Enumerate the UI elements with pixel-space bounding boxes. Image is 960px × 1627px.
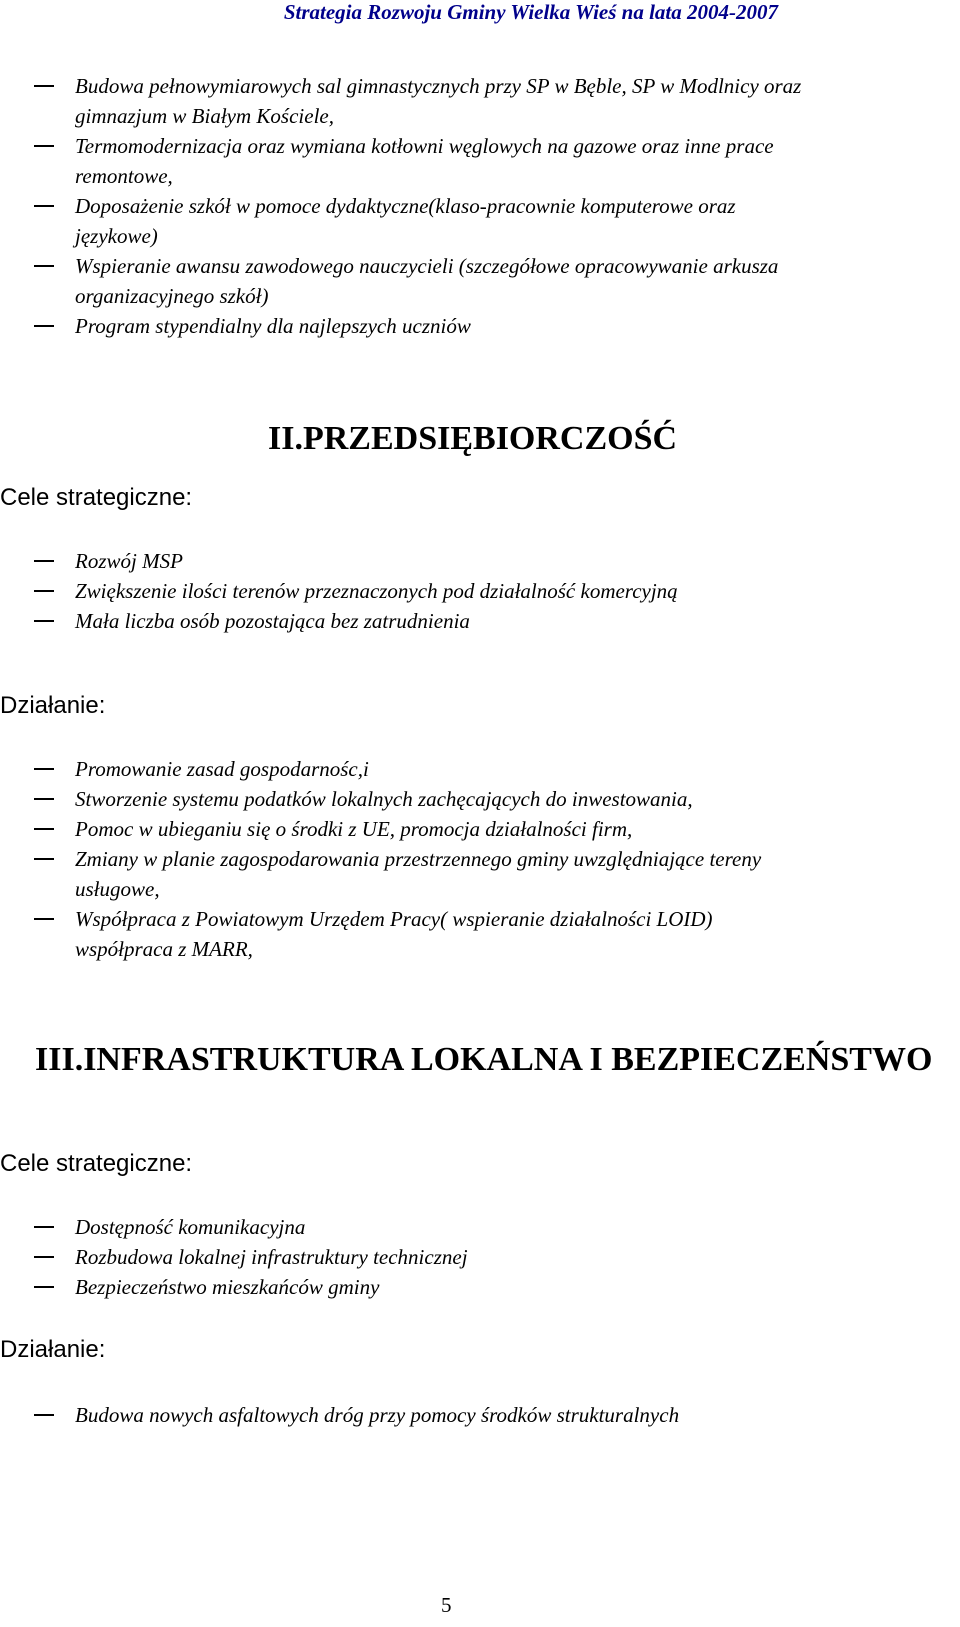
dash-bullet-icon xyxy=(34,265,54,267)
dash-bullet-icon xyxy=(34,620,54,622)
list-item-line: remontowe, xyxy=(75,164,173,188)
dash-bullet-icon xyxy=(34,85,54,87)
dash-bullet-icon xyxy=(34,858,54,860)
list-item xyxy=(0,191,801,251)
list-item-line: Bezpieczeństwo mieszkańców gminy xyxy=(75,1275,380,1299)
list-item-line: Budowa pełnowymiarowych sal gimnastycznych przy SP w Bęble, SP w Modlnicy oraz xyxy=(75,74,802,98)
list-item-line: gimnazjum w Białym Kościele, xyxy=(75,104,334,128)
list-item xyxy=(0,311,801,341)
list-item-line: Doposażenie szkół w pomoce dydaktyczne(klaso-pracownie komputerowe oraz xyxy=(75,194,736,218)
section-2-goals-label: Cele strategiczne: xyxy=(0,484,193,511)
list-item xyxy=(0,606,678,636)
section-3-title: III.INFRASTRUKTURA LOKALNA I BEZPIECZEŃSTWO xyxy=(35,1041,933,1078)
section-2-actions-label: Działanie: xyxy=(0,692,106,719)
section-3-actions-label: Działanie: xyxy=(0,1336,106,1363)
list-item-line: Mała liczba osób pozostająca bez zatrudnienia xyxy=(75,609,470,633)
section-3-actions-list xyxy=(0,1400,679,1430)
dash-bullet-icon xyxy=(34,768,54,770)
dash-bullet-icon xyxy=(34,325,54,327)
page-number: 5 xyxy=(441,1593,452,1617)
list-item xyxy=(0,904,761,964)
dash-bullet-icon xyxy=(34,1286,54,1288)
list-item-line: językowe) xyxy=(75,224,158,248)
section-2-goals-list xyxy=(0,546,678,636)
dash-bullet-icon xyxy=(34,1226,54,1228)
list-item xyxy=(0,1272,468,1302)
list-item-line: Wspieranie awansu zawodowego nauczycieli (szczegółowe opracowywanie arkusza xyxy=(75,254,779,278)
section-2-title: II.PRZEDSIĘBIORCZOŚĆ xyxy=(268,420,678,457)
list-item-line: Rozbudowa lokalnej infrastruktury technicznej xyxy=(75,1245,468,1269)
list-item xyxy=(0,754,761,784)
list-item-line: Program stypendialny dla najlepszych uczniów xyxy=(75,314,471,338)
list-item xyxy=(0,71,801,131)
list-item xyxy=(0,1212,468,1242)
list-item-line: Współpraca z Powiatowym Urzędem Pracy( wspieranie działalności LOID) xyxy=(75,907,713,931)
dash-bullet-icon xyxy=(34,590,54,592)
list-item-line: Promowanie zasad gospodarnośc,i xyxy=(75,757,369,781)
list-item xyxy=(0,784,761,814)
dash-bullet-icon xyxy=(34,918,54,920)
section-3-goals-list xyxy=(0,1212,468,1302)
section-3-goals-label: Cele strategiczne: xyxy=(0,1150,193,1177)
dash-bullet-icon xyxy=(34,828,54,830)
list-item-line: Stworzenie systemu podatków lokalnych zachęcających do inwestowania, xyxy=(75,787,693,811)
dash-bullet-icon xyxy=(34,1256,54,1258)
list-item-line: Zmiany w planie zagospodarowania przestrzennego gminy uwzględniające tereny xyxy=(75,847,762,871)
list-item xyxy=(0,814,761,844)
list-item-line: Zwiększenie ilości terenów przeznaczonych pod działalność komercyjną xyxy=(75,579,678,603)
list-item xyxy=(0,1242,468,1272)
list-item xyxy=(0,576,678,606)
page-header xyxy=(284,0,778,25)
list-item-line: Pomoc w ubieganiu się o środki z UE, promocja działalności firm, xyxy=(75,817,633,841)
education-actions-list xyxy=(0,71,801,341)
dash-bullet-icon xyxy=(34,560,54,562)
dash-bullet-icon xyxy=(34,1414,54,1416)
section-2-actions-list xyxy=(0,754,761,964)
list-item xyxy=(0,546,678,576)
list-item xyxy=(0,131,801,191)
list-item-line: współpraca z MARR, xyxy=(75,937,253,961)
list-item-line: Dostępność komunikacyjna xyxy=(75,1215,306,1239)
list-item xyxy=(0,844,761,904)
dash-bullet-icon xyxy=(34,798,54,800)
list-item-line: organizacyjnego szkół) xyxy=(75,284,269,308)
list-item xyxy=(0,1400,679,1430)
list-item-line: usługowe, xyxy=(75,877,160,901)
dash-bullet-icon xyxy=(34,145,54,147)
list-item-line: Rozwój MSP xyxy=(75,549,183,573)
header-title: Strategia Rozwoju Gminy Wielka Wieś na lata 2004-2007 xyxy=(283,0,778,24)
list-item-line: Termomodernizacja oraz wymiana kotłowni węglowych na gazowe oraz inne prace xyxy=(75,134,774,158)
list-item-line: Budowa nowych asfaltowych dróg przy pomocy środków strukturalnych xyxy=(75,1403,680,1427)
list-item xyxy=(0,251,801,311)
dash-bullet-icon xyxy=(34,205,54,207)
